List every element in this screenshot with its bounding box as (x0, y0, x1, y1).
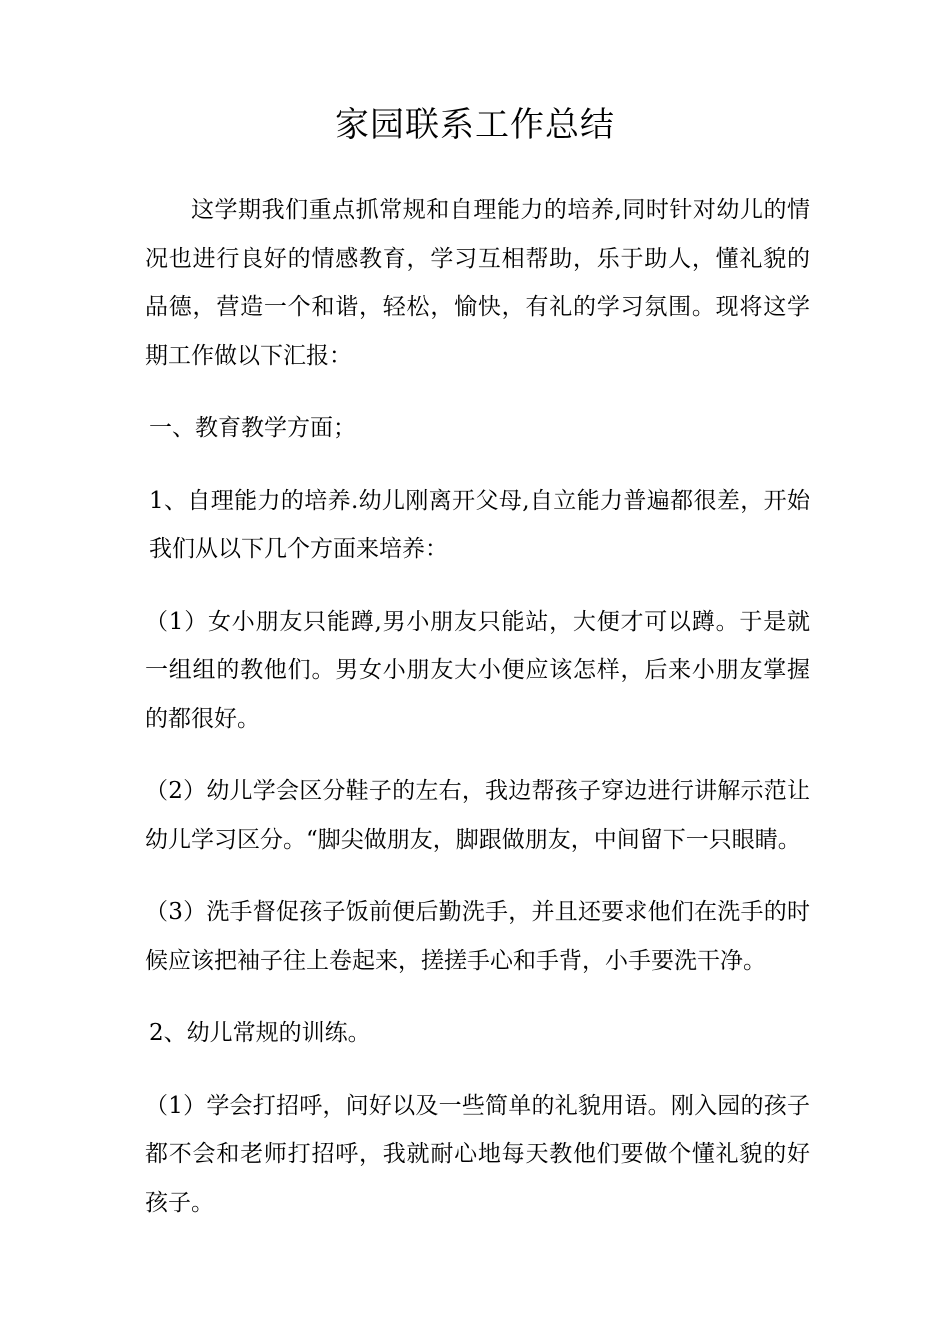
section-heading-education: 一、教育教学方面； (149, 415, 356, 441)
item-handwashing: （3）洗手督促孩子饭前便后勤洗手，并且还要求他们在洗手的时候应该把袖子往上卷起来，搓搓手心和手背，小手要洗干净。 (145, 899, 810, 974)
paragraph-intro: 这学期我们重点抓常规和自理能力的培养,同时针对幼儿的情况也进行良好的情感教育，学习互相帮助，乐于助人，懂礼貌的品德，营造一个和谐，轻松，愉快，有礼的学习氛围。现将这学期工作做以下汇报： (145, 197, 810, 369)
document-body (145, 186, 810, 1227)
document-title: 家园联系工作总结 (335, 105, 615, 145)
item-toilet: （1）女小朋友只能蹲,男小朋友只能站，大便才可以蹲。于是就一组组的教他们。男女小朋友大小便应该怎样，后来小朋友掌握的都很好。 (145, 608, 810, 732)
subsection-routine-training: 2、幼儿常规的训练。 (149, 1020, 371, 1046)
item-shoes: （2）幼儿学会区分鞋子的左右，我边帮孩子穿边进行讲解示范让幼儿学习区分。“脚尖做朋友，脚跟做朋友，中间留下一只眼睛。 (145, 778, 810, 853)
subsection-self-care: 1、自理能力的培养.幼儿刚离开父母,自立能力普遍都很差，开始我们从以下几个方面来培养： (149, 487, 810, 562)
item-greeting: （1）学会打招呼，问好以及一些简单的礼貌用语。刚入园的孩子都不会和老师打招呼，我就耐心地每天教他们要做个懂礼貌的好孩子。 (145, 1092, 810, 1216)
